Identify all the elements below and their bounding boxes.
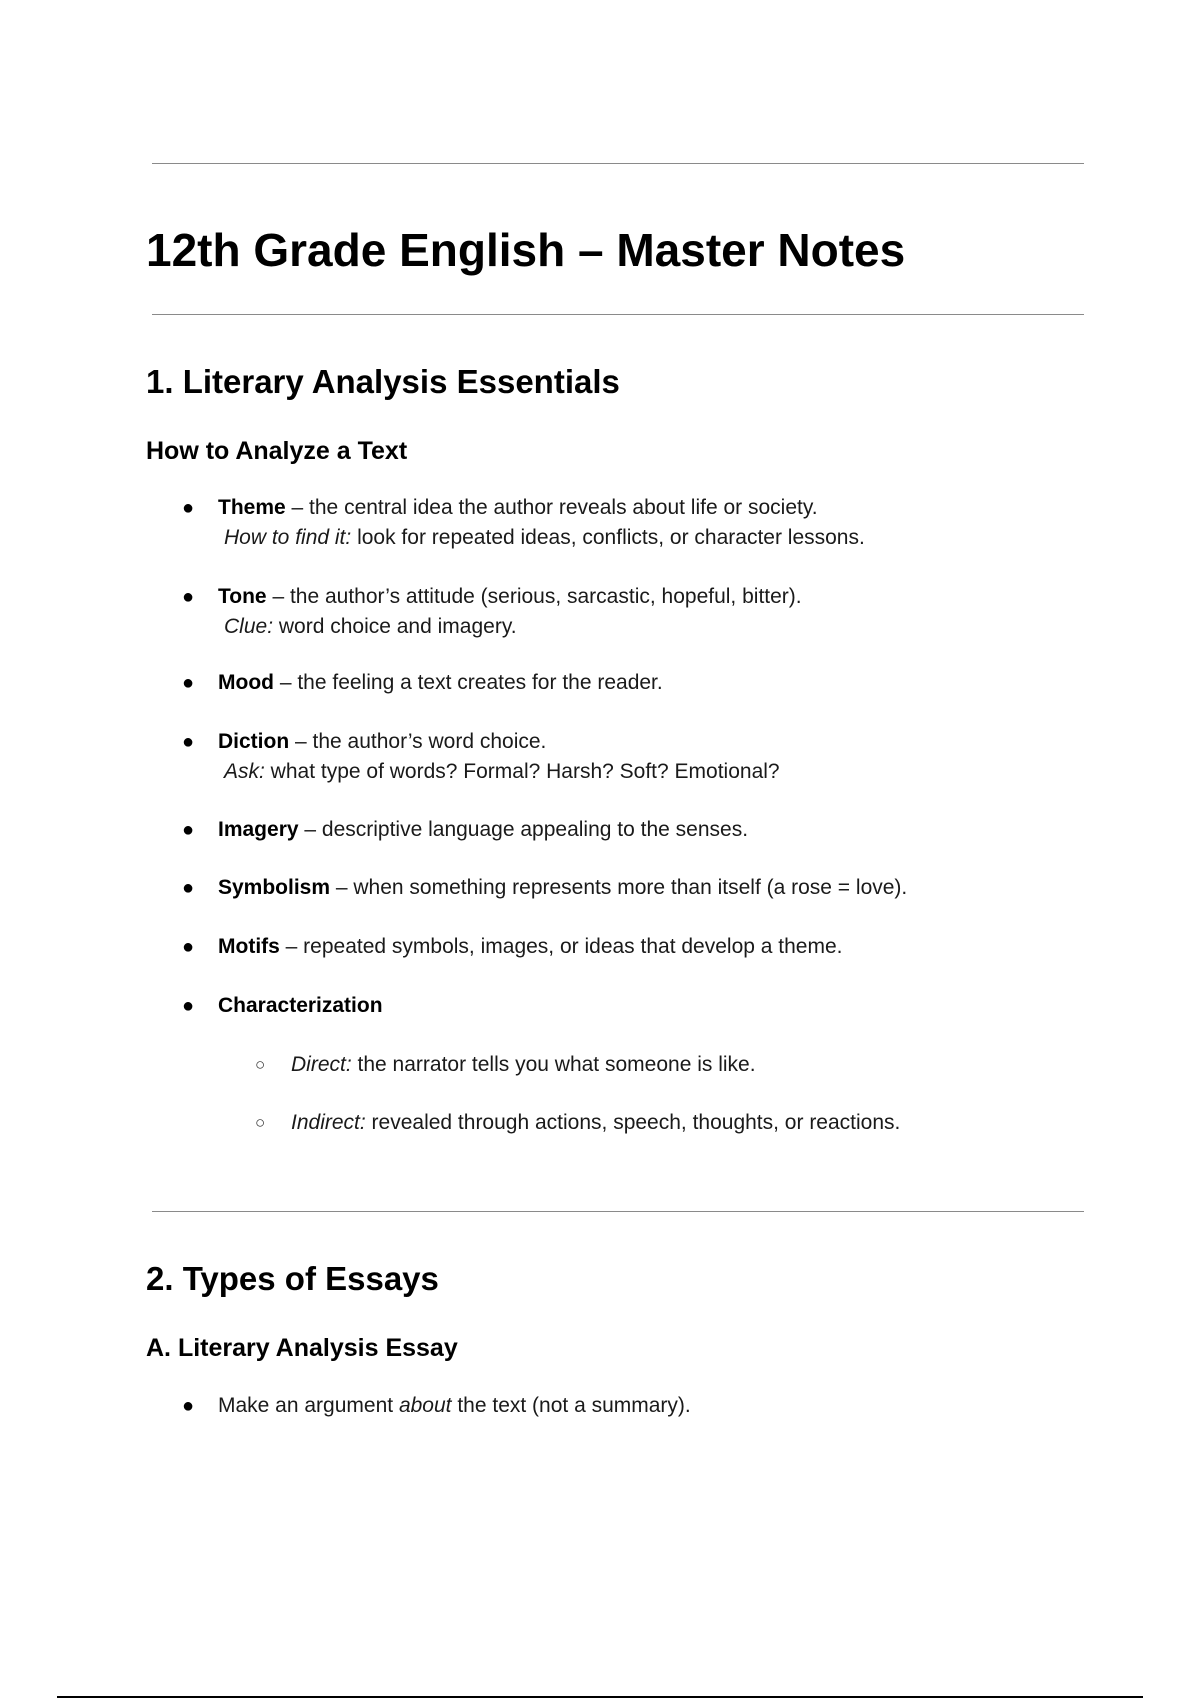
bullet-icon: ● [182, 877, 195, 899]
term-description: – when something represents more than itself (a rose = love). [330, 876, 908, 899]
note-text: look for repeated ideas, conflicts, or character lessons. [351, 526, 865, 549]
bullet-icon: ● [182, 936, 195, 958]
list-item-tone [182, 582, 802, 642]
sub-item-text: revealed through actions, speech, thoughts, or reactions. [365, 1111, 901, 1134]
item-text-emphasis: about [398, 1394, 452, 1417]
sub-item-indirect [255, 1108, 901, 1138]
term-description: – the author’s word choice. [289, 730, 547, 753]
note-label: How to find it: [224, 526, 352, 549]
list-item-motifs [182, 932, 843, 962]
bullet-icon: ● [182, 1395, 195, 1417]
title-divider [152, 314, 1084, 315]
term-label: Symbolism [218, 876, 331, 899]
list-item-characterization [182, 991, 383, 1021]
list-item-symbolism [182, 873, 908, 903]
sub-item-direct [255, 1050, 756, 1080]
term-note [218, 612, 802, 642]
bullet-icon: ● [182, 672, 195, 694]
top-divider [152, 163, 1084, 164]
bullet-icon: ● [182, 995, 195, 1017]
sub-bullet-icon: ○ [255, 1055, 266, 1074]
bullet-icon: ● [182, 586, 195, 608]
note-text: what type of words? Formal? Harsh? Soft? Emotional? [264, 760, 780, 783]
note-text: word choice and imagery. [273, 615, 517, 638]
page-title: 12th Grade English – Master Notes [146, 224, 906, 276]
term-label: Mood [218, 671, 274, 694]
term-label: Theme [218, 496, 286, 519]
term-label: Tone [218, 585, 267, 608]
sub-item-label: Direct: [291, 1053, 352, 1076]
section-1-subheading: How to Analyze a Text [146, 437, 408, 465]
list-item-diction [182, 727, 780, 787]
list-item-theme [182, 493, 865, 553]
note-label: Clue: [224, 615, 274, 638]
list-item-imagery [182, 815, 749, 845]
term-description: – the feeling a text creates for the reader. [273, 671, 663, 694]
bullet-icon: ● [182, 731, 195, 753]
term-note [218, 523, 865, 553]
bullet-icon: ● [182, 497, 195, 519]
section-2-subheading: A. Literary Analysis Essay [146, 1334, 458, 1362]
term-label: Diction [218, 730, 290, 753]
term-label: Motifs [218, 935, 280, 958]
sub-item-label: Indirect: [291, 1111, 366, 1134]
item-text-after: the text (not a summary). [451, 1394, 691, 1417]
term-label: Imagery [218, 818, 299, 841]
section-2-heading: 2. Types of Essays [146, 1260, 439, 1297]
term-description: – descriptive language appealing to the senses. [298, 818, 749, 841]
term-label: Characterization [218, 994, 383, 1017]
term-description: – the author’s attitude (serious, sarcastic, hopeful, bitter). [266, 585, 802, 608]
section-divider [152, 1211, 1084, 1212]
list-item-mood [182, 668, 663, 698]
item-text-before: Make an argument [218, 1394, 399, 1417]
bullet-icon: ● [182, 819, 195, 841]
note-label: Ask: [224, 760, 265, 783]
sub-item-text: the narrator tells you what someone is like. [351, 1053, 756, 1076]
page-bottom-border [57, 1696, 1143, 1698]
section-1-heading: 1. Literary Analysis Essentials [146, 363, 620, 400]
term-description: – the central idea the author reveals about life or society. [285, 496, 818, 519]
term-note [218, 757, 780, 787]
list-item-argument [182, 1391, 691, 1421]
term-description: – repeated symbols, images, or ideas that develop a theme. [279, 935, 843, 958]
sub-bullet-icon: ○ [255, 1113, 266, 1132]
